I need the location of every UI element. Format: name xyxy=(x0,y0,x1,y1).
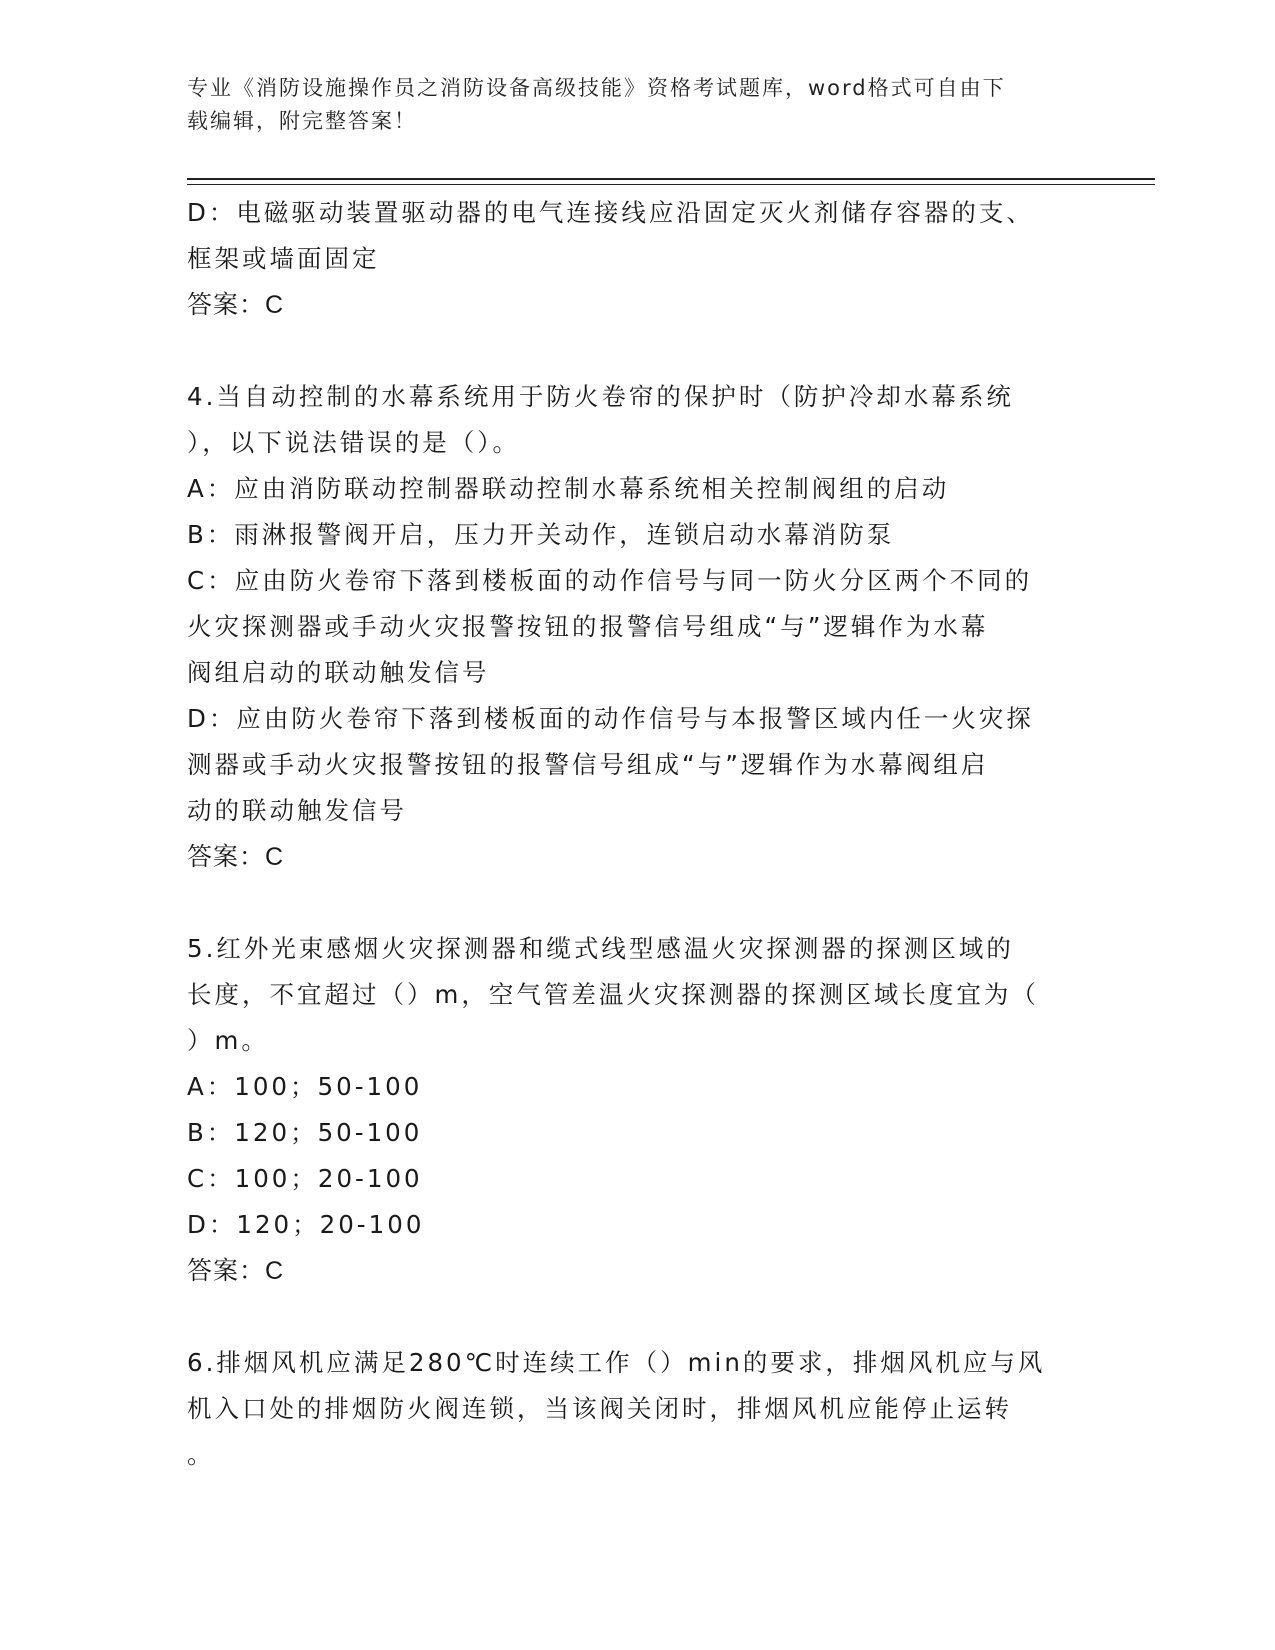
option-c: C：100；20-100 xyxy=(187,1164,423,1193)
question-6 xyxy=(187,1340,1077,1478)
header-divider-thin xyxy=(187,184,1155,185)
answer-label: 答案：C xyxy=(187,1257,285,1285)
option-c-line-2: 火灾探测器或手动火灾报警按钮的报警信号组成“与”逻辑作为水幕 xyxy=(187,612,989,641)
option-c-line-3: 阀组启动的联动触发信号 xyxy=(187,658,490,687)
option-d-line-3: 动的联动触发信号 xyxy=(187,796,407,825)
question-stem-line-1: 6.排烟风机应满足280℃时连续工作（）min的要求，排烟风机应与风 xyxy=(187,1348,1046,1377)
question-stem-line-3: 。 xyxy=(187,1440,215,1469)
option-d-line-1: D：电磁驱动装置驱动器的电气连接线应沿固定灭火剂储存容器的支、 xyxy=(187,198,1034,227)
question-stem-line-1: 5.红外光束感烟火灾探测器和缆式线型感温火灾探测器的探测区域的 xyxy=(187,934,1014,963)
option-a: A：应由消防联动控制器联动控制水幕系统相关控制阀组的启动 xyxy=(187,474,950,503)
question-stem-line-2: ），以下说法错误的是（）。 xyxy=(187,428,520,457)
question-5 xyxy=(187,926,1077,1294)
header-line-2: 载编辑，附完整答案！ xyxy=(187,109,417,133)
question-stem-line-3: ）m。 xyxy=(187,1026,269,1055)
spacer xyxy=(187,328,1077,374)
question-4 xyxy=(187,374,1077,880)
question-stem-line-2: 长度，不宜超过（）m，空气管差温火灾探测器的探测区域长度宜为（ xyxy=(187,980,1039,1009)
question-3-tail xyxy=(187,190,1077,328)
spacer xyxy=(187,880,1077,926)
option-a: A：100；50-100 xyxy=(187,1072,423,1101)
document-body xyxy=(187,190,1077,1478)
option-c-line-1: C：应由防火卷帘下落到楼板面的动作信号与同一防火分区两个不同的 xyxy=(187,566,1033,595)
option-d: D：120；20-100 xyxy=(187,1210,425,1239)
spacer xyxy=(187,1294,1077,1340)
answer-label: 答案：C xyxy=(187,843,285,871)
page-header xyxy=(187,72,1067,138)
question-stem-line-1: 4.当自动控制的水幕系统用于防火卷帘的保护时（防护冷却水幕系统 xyxy=(187,382,1014,411)
header-divider-thick xyxy=(187,178,1155,180)
answer-label: 答案：C xyxy=(187,291,285,319)
header-line-1: 专业《消防设施操作员之消防设备高级技能》资格考试题库，word格式可自由下 xyxy=(187,76,1006,100)
option-d-line-2: 框架或墙面固定 xyxy=(187,244,380,273)
option-d-line-2: 测器或手动火灾报警按钮的报警信号组成“与”逻辑作为水幕阀组启 xyxy=(187,750,989,779)
option-b: B：120；50-100 xyxy=(187,1118,423,1147)
option-d-line-1: D：应由防火卷帘下落到楼板面的动作信号与本报警区域内任一火灾探 xyxy=(187,704,1034,733)
option-b: B：雨淋报警阀开启，压力开关动作，连锁启动水幕消防泵 xyxy=(187,520,895,549)
question-stem-line-2: 机入口处的排烟防火阀连锁，当该阀关闭时，排烟风机应能停止运转 xyxy=(187,1394,1012,1423)
